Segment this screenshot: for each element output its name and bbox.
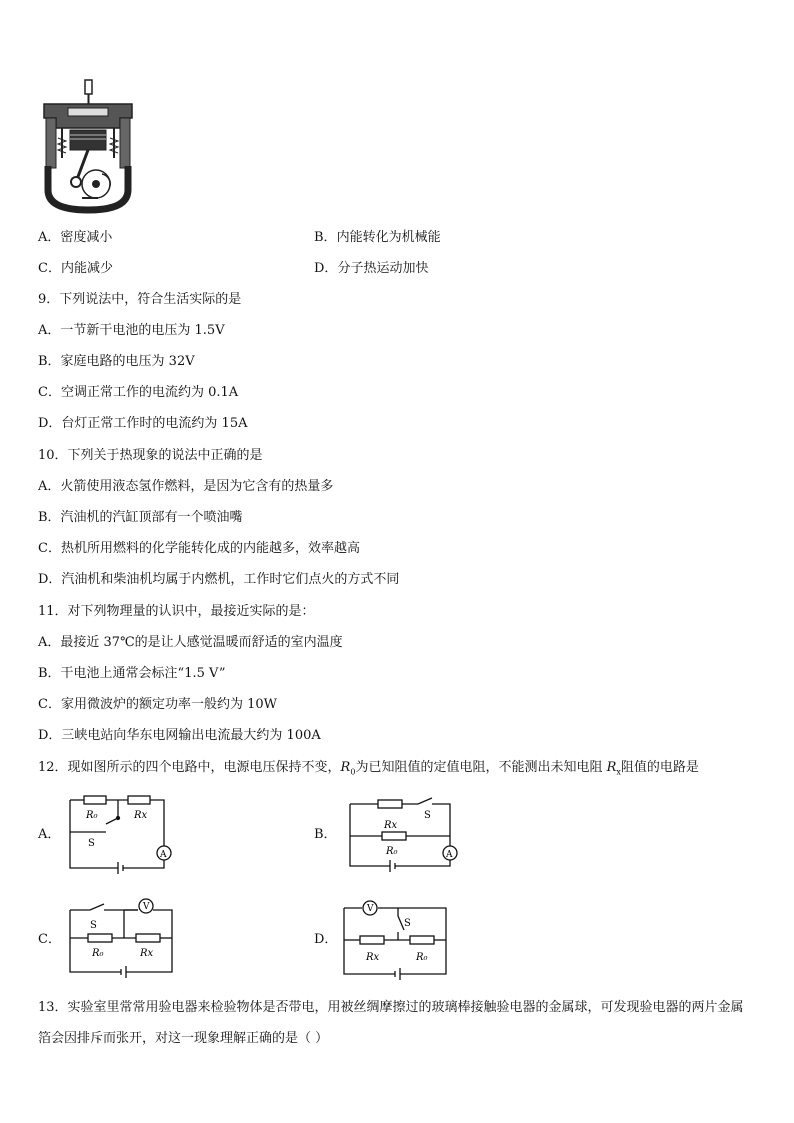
q9-option-d: D．台灯正常工作时的电流约为 15A xyxy=(38,416,248,431)
q9-option-a: A．一节新干电池的电压为 1.5V xyxy=(38,323,225,338)
circuit-a-ammeter-icon: A xyxy=(160,850,167,860)
engine-diagram-icon xyxy=(40,78,136,216)
circuit-d-voltmeter-icon: V xyxy=(367,904,374,914)
q9-stem: 9．下列说法中，符合生活实际的是 xyxy=(38,292,242,307)
circuit-d-rx-label: Rx xyxy=(366,952,380,963)
circuit-b-r0-label: R₀ xyxy=(386,846,398,857)
q8-option-d: D．分子热运动加快 xyxy=(314,261,429,276)
q8-option-c: C．内能减少 xyxy=(38,261,113,276)
circuit-b-switch-label: S xyxy=(424,810,431,821)
circuit-label-b: B． xyxy=(314,827,337,842)
circuit-d-diagram xyxy=(340,896,460,982)
q10-option-a: A．火箭使用液态氢作燃料，是因为它含有的热量多 xyxy=(38,479,334,494)
circuit-a-switch-label: S xyxy=(88,838,95,849)
q11-option-b: B．干电池上通常会标注“1.5 V” xyxy=(38,666,226,681)
q11-option-a: A．最接近 37℃的是让人感觉温暖而舒适的室内温度 xyxy=(38,635,343,650)
circuit-b-diagram xyxy=(346,794,466,876)
circuit-a-r0-label: R₀ xyxy=(86,810,98,821)
circuit-c-switch-label: S xyxy=(90,920,97,931)
q8-option-a: A．密度减小 xyxy=(38,230,113,245)
q9-option-c: C．空调正常工作的电流约为 0.1A xyxy=(38,385,239,400)
circuit-c-r0-label: R₀ xyxy=(92,948,104,959)
circuit-c-voltmeter-icon: V xyxy=(143,902,150,912)
q8-option-b: B．内能转化为机械能 xyxy=(314,230,441,245)
circuit-c-rx-label: Rx xyxy=(140,948,154,959)
circuit-a-rx-label: Rx xyxy=(134,810,148,821)
circuit-a-diagram xyxy=(66,794,186,876)
q9-option-b: B．家庭电路的电压为 32V xyxy=(38,354,195,369)
circuit-c-diagram xyxy=(66,896,186,978)
circuit-b-ammeter-icon: A xyxy=(446,850,453,860)
q10-option-d: D．汽油机和柴油机均属于内燃机，工作时它们点火的方式不同 xyxy=(38,572,400,587)
q10-option-b: B．汽油机的汽缸顶部有一个喷油嘴 xyxy=(38,510,243,525)
q11-option-d: D．三峡电站向华东电网输出电流最大约为 100A xyxy=(38,728,321,743)
circuit-d-switch-label: S xyxy=(404,918,411,929)
circuit-label-d: D． xyxy=(314,932,338,947)
circuit-b-rx-label: Rx xyxy=(384,820,398,831)
q10-stem: 10．下列关于热现象的说法中正确的是 xyxy=(38,448,263,463)
q12-stem: 12．现如图所示的四个电路中，电源电压保持不变，$R_0$为已知阻值的定值电阻，不能测出未知电阻 $R_x$阻值的电路是 xyxy=(38,760,699,777)
q11-stem: 11．对下列物理量的认识中，最接近实际的是： xyxy=(38,604,315,619)
circuit-d-r0-label: R₀ xyxy=(416,952,428,963)
circuit-label-a: A． xyxy=(38,827,61,842)
circuit-label-c: C． xyxy=(38,932,61,947)
q11-option-c: C．家用微波炉的额定功率一般约为 10W xyxy=(38,697,277,712)
q13-stem: 13．实验室里常常用验电器来检验物体是否带电，用被丝绸摩擦过的玻璃棒接触验电器的金属球，可发现验电器的两片金属箔会因排斥而张开，对这一现象理解正确的是（ ） xyxy=(38,1000,744,1046)
q10-option-c: C．热机所用燃料的化学能转化成的内能越多，效率越高 xyxy=(38,541,360,556)
